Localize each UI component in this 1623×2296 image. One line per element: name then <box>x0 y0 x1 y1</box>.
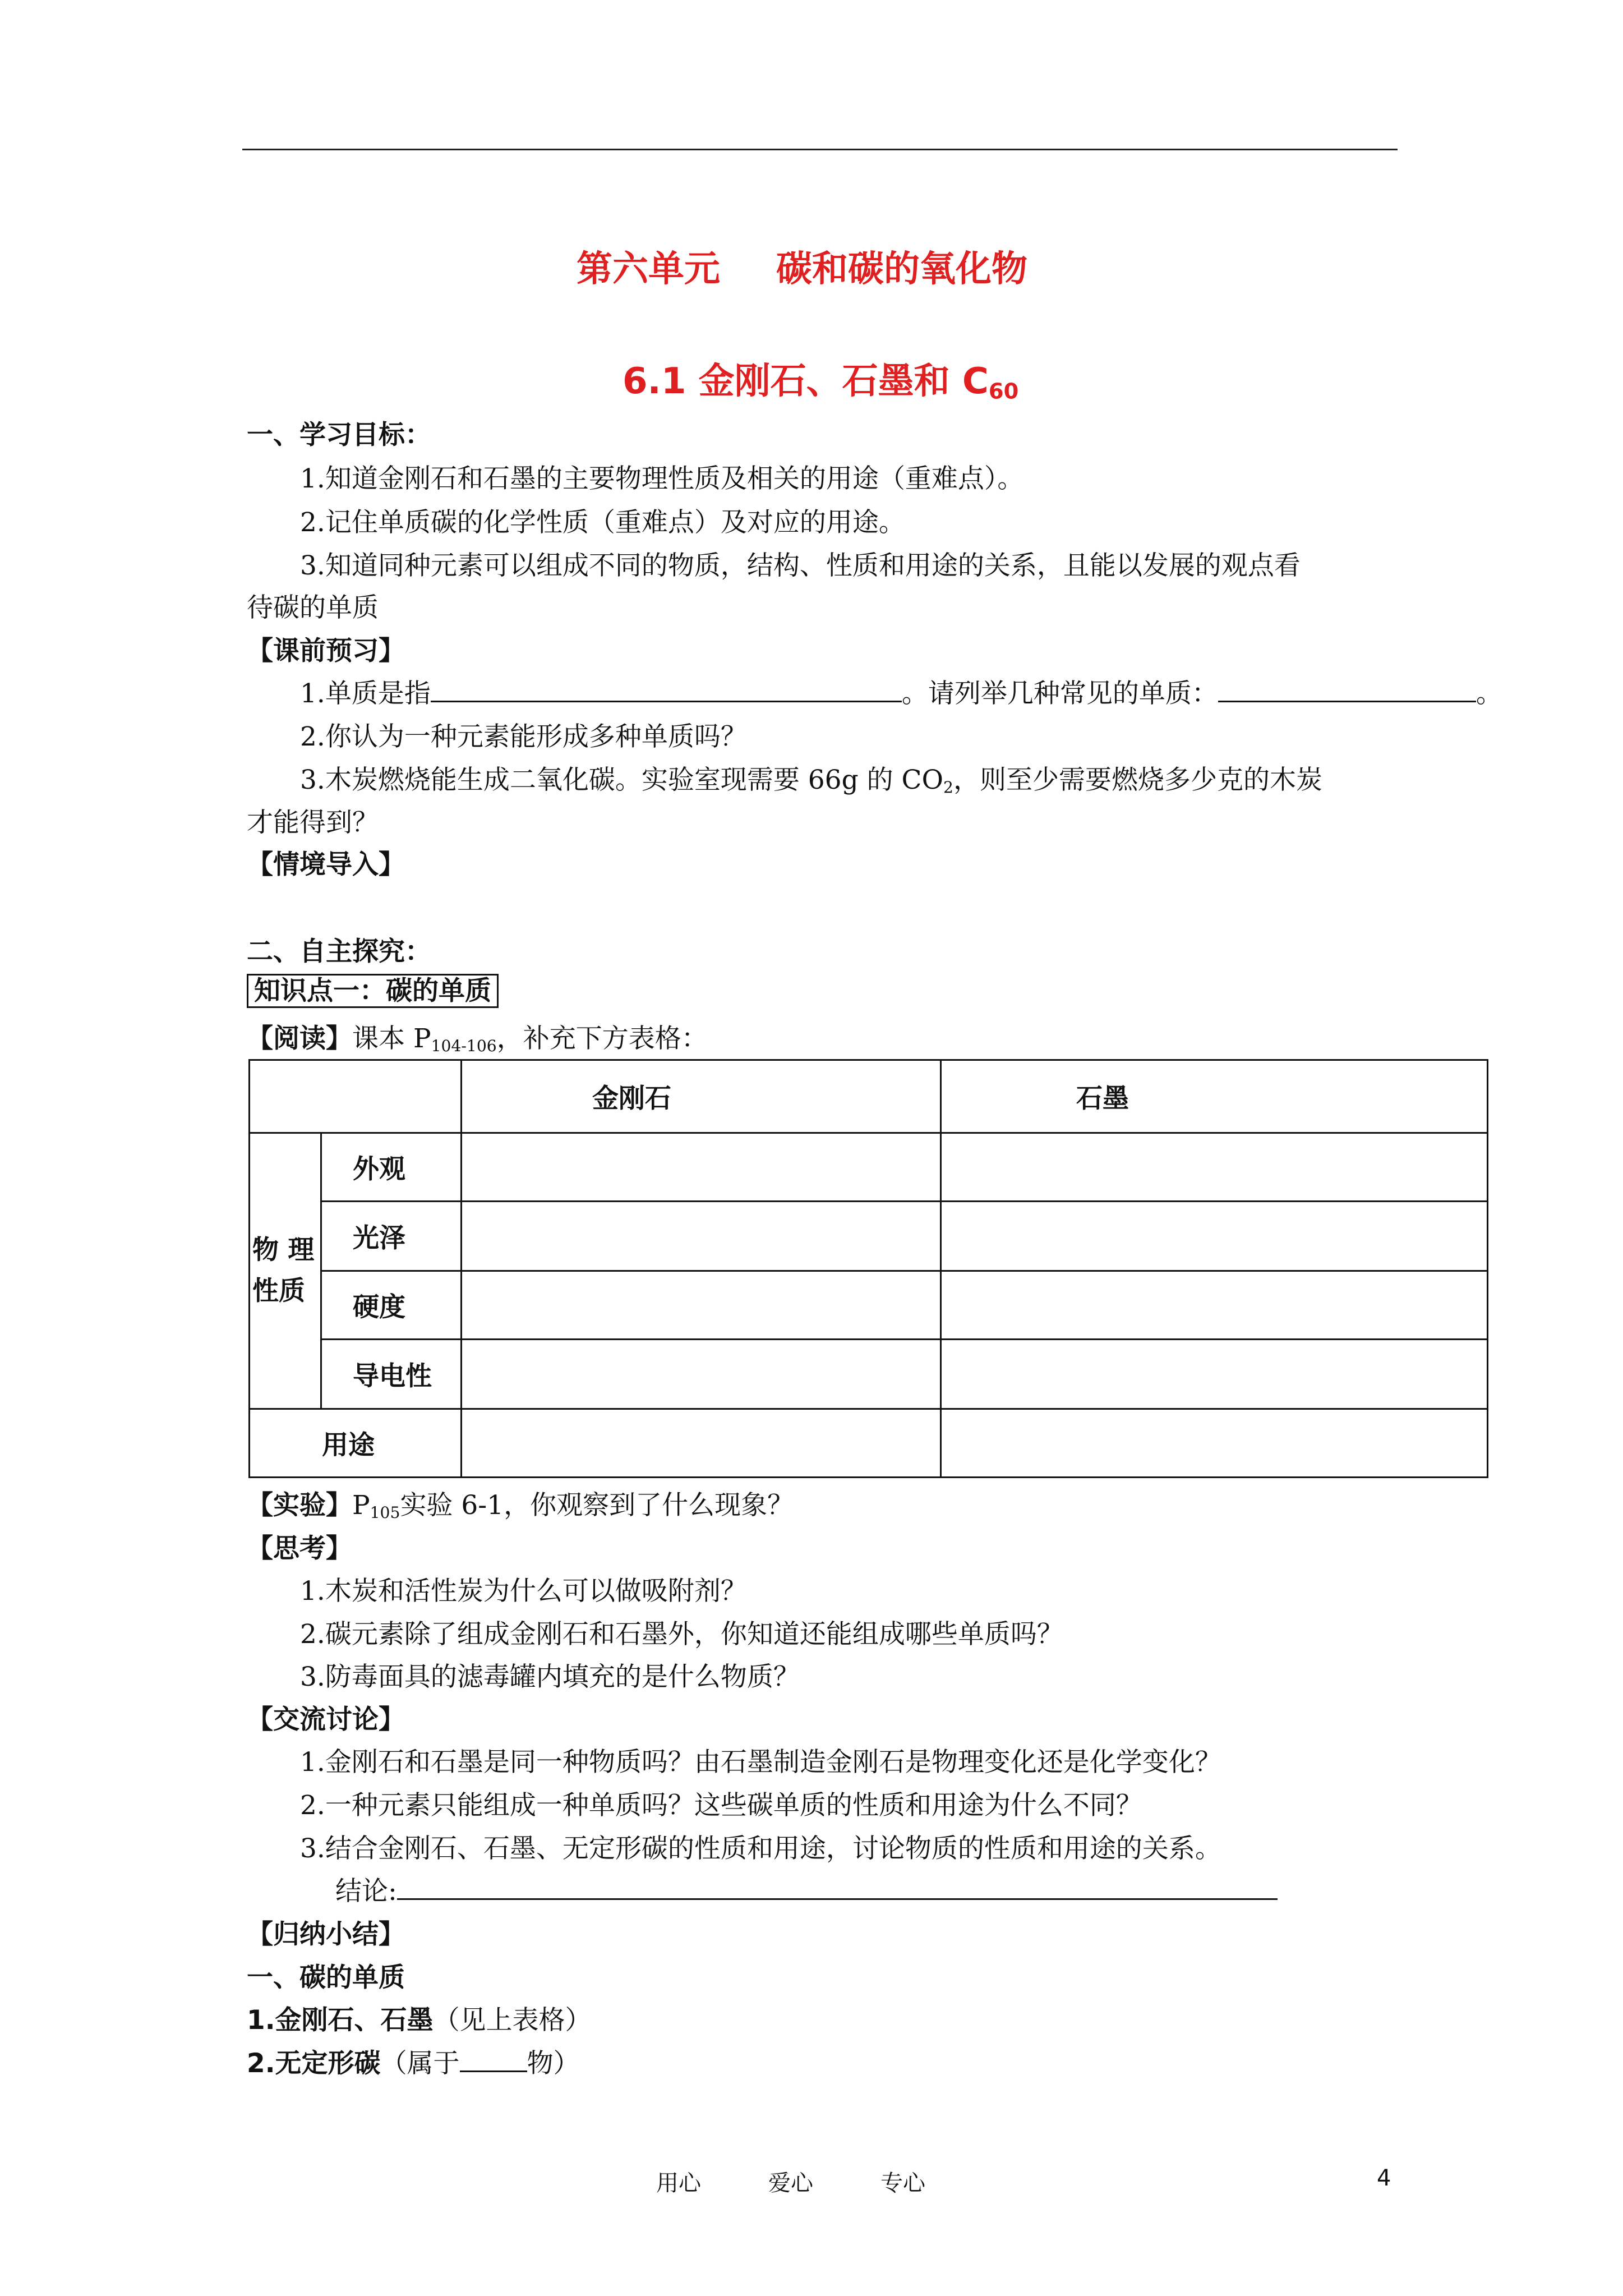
header-rule <box>242 149 1398 150</box>
summary-heading: 【归纳小结】 <box>247 1919 405 1950</box>
experiment-line <box>247 1492 794 1521</box>
summary-item-2-text-a: （属于 <box>380 2048 460 2079</box>
preview-item-3-line-2: 才能得到？ <box>247 807 379 838</box>
read-label: 【阅读】 <box>247 1023 352 1054</box>
goals-heading: 一、学习目标： <box>247 420 431 450</box>
answer-blank-definition[interactable] <box>431 700 902 702</box>
preview-item-1-text-b: 。请列举几种常见的单质： <box>901 678 1218 709</box>
answer-blank-examples[interactable] <box>1218 700 1476 702</box>
unit-title-number: 第六单元 <box>577 249 720 290</box>
discuss-item-2: 2.一种元素只能组成一种单质吗？这些碳单质的性质和用途为什么不同？ <box>300 1790 1142 1821</box>
experiment-text-a: P <box>352 1490 370 1521</box>
read-text-b: ，补充下方表格： <box>496 1023 708 1054</box>
discuss-heading: 【交流讨论】 <box>247 1704 405 1735</box>
cell-diamond-hardness[interactable] <box>462 1271 941 1340</box>
page-number: 4 <box>1377 2165 1391 2191</box>
goal-item-1: 1.知道金刚石和石墨的主要物理性质及相关的用途（重难点）。 <box>300 463 1024 494</box>
summary-item-2-blank[interactable] <box>460 2070 527 2072</box>
footer-motto-1: 用心 <box>656 2170 701 2196</box>
goal-item-3-line-2: 待碳的单质 <box>247 592 379 623</box>
footer-motto-3: 专心 <box>880 2170 925 2196</box>
goal-item-3-line-1: 3.知道同种元素可以组成不同的物质，结构、性质和用途的关系，且能以发展的观点看 <box>300 550 1301 581</box>
preview-item-1-text-c: 。 <box>1476 678 1502 709</box>
explore-heading: 二、自主探究： <box>247 936 431 967</box>
row-label-uses: 用途 <box>250 1409 462 1478</box>
cell-graphite-uses[interactable] <box>941 1409 1488 1478</box>
conclusion-label: 结论: <box>335 1876 397 1907</box>
preview-heading: 【课前预习】 <box>247 636 405 666</box>
think-item-3: 3.防毒面具的滤毒罐内填充的是什么物质？ <box>300 1662 800 1692</box>
experiment-label: 【实验】 <box>247 1490 352 1521</box>
preview-item-3-text-b: ，则至少需要燃烧多少克的木炭 <box>953 765 1322 795</box>
summary-item-2-title: 2.无定形碳 <box>247 2048 381 2079</box>
experiment-text-b: 实验 6-1，你观察到了什么现象？ <box>400 1490 794 1521</box>
cell-diamond-luster[interactable] <box>462 1202 941 1271</box>
summary-item-1-note: （见上表格） <box>433 2005 592 2036</box>
carbon-properties-table <box>248 1059 1488 1478</box>
discuss-item-3: 3.结合金刚石、石墨、无定形碳的性质和用途，讨论物质的性质和用途的关系。 <box>300 1833 1221 1864</box>
preview-item-1 <box>300 680 1502 707</box>
section-title <box>623 352 1018 404</box>
header-diamond: 金刚石 <box>462 1060 941 1133</box>
summary-subheading: 一、碳的单质 <box>247 1962 405 1993</box>
summary-item-1-title: 1.金刚石、石墨 <box>247 2005 434 2036</box>
co2-subscript: 2 <box>943 778 953 797</box>
cell-diamond-uses[interactable] <box>462 1409 941 1478</box>
group-physical-properties: 物 理 性质 <box>250 1133 321 1409</box>
row-label-appearance: 外观 <box>321 1133 462 1202</box>
cell-graphite-luster[interactable] <box>941 1202 1488 1271</box>
row-label-hardness: 硬度 <box>321 1271 462 1340</box>
section-title-subscript: 60 <box>988 379 1019 404</box>
read-instruction <box>247 1025 708 1054</box>
cell-graphite-conductivity[interactable] <box>941 1340 1488 1409</box>
preview-item-3-text-a: 3.木炭燃烧能生成二氧化碳。实验室现需要 66g 的 CO <box>300 765 944 795</box>
read-page-subscript: 104-106 <box>431 1037 497 1056</box>
conclusion-line <box>335 1876 1278 1907</box>
section-title-text: 6.1 金刚石、石墨和 C <box>623 361 989 402</box>
table-corner-cell <box>250 1060 462 1133</box>
header-graphite: 石墨 <box>941 1060 1488 1133</box>
cell-diamond-appearance[interactable] <box>462 1133 941 1202</box>
read-text-a: 课本 P <box>352 1023 431 1054</box>
think-item-2: 2.碳元素除了组成金刚石和石墨外，你知道还能组成哪些单质吗？ <box>300 1619 1063 1650</box>
summary-item-1 <box>247 2005 592 2036</box>
preview-item-3-line-1 <box>300 767 1322 795</box>
unit-title-name: 碳和碳的氧化物 <box>776 249 1027 290</box>
row-label-conductivity: 导电性 <box>321 1340 462 1409</box>
preview-item-2: 2.你认为一种元素能形成多种单质吗？ <box>300 721 747 752</box>
summary-item-2-text-b: 物） <box>527 2048 580 2079</box>
summary-item-2 <box>247 2050 580 2077</box>
footer-motto-2: 爱心 <box>768 2170 813 2196</box>
knowledge-point-box: 知识点一：碳的单质 <box>247 974 499 1008</box>
discuss-item-1: 1.金刚石和石墨是同一种物质吗？由石墨制造金刚石是物理变化还是化学变化？ <box>300 1747 1221 1778</box>
conclusion-blank[interactable] <box>397 1898 1278 1900</box>
cell-diamond-conductivity[interactable] <box>462 1340 941 1409</box>
cell-graphite-appearance[interactable] <box>941 1133 1488 1202</box>
goal-item-2: 2.记住单质碳的化学性质（重难点）及对应的用途。 <box>300 507 905 538</box>
cell-graphite-hardness[interactable] <box>941 1271 1488 1340</box>
think-item-1: 1.木炭和活性炭为什么可以做吸附剂？ <box>300 1576 747 1607</box>
experiment-page-subscript: 105 <box>370 1503 400 1522</box>
preview-item-1-text-a: 1.单质是指 <box>300 678 431 709</box>
think-heading: 【思考】 <box>247 1533 352 1564</box>
unit-title <box>577 240 1027 292</box>
row-label-luster: 光泽 <box>321 1202 462 1271</box>
scenario-heading: 【情境导入】 <box>247 849 405 880</box>
